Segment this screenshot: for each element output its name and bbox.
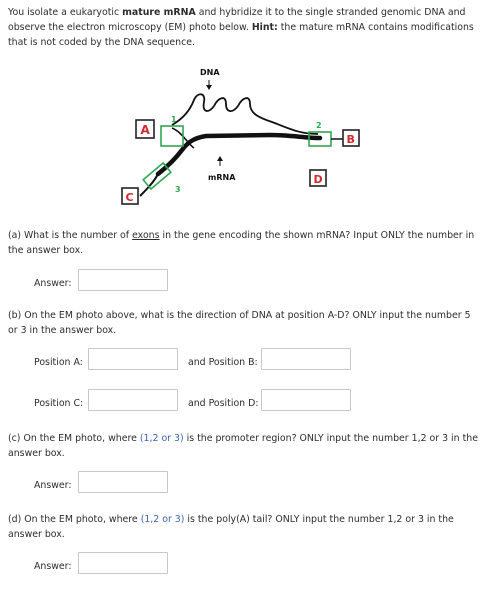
question-d-line-2: answer box.: [8, 529, 65, 540]
intro-text: and hybridize it to the single stranded genomic DNA and: [195, 7, 466, 18]
region-2-number: 2: [316, 121, 322, 130]
position-d-label: and Position D:: [188, 398, 259, 409]
question-text: is the promoter region? ONLY input the number 1,2 or 3 in the: [183, 433, 478, 444]
answer-d-label: Answer:: [34, 561, 72, 572]
position-c-label: Position C:: [34, 398, 84, 409]
question-c: [8, 431, 480, 461]
answer-d-input[interactable]: [78, 552, 168, 574]
question-c-line-1: [8, 431, 480, 446]
question-b: [8, 308, 480, 338]
position-a-label: Position A:: [34, 357, 83, 368]
hint-label: Hint:: [251, 22, 278, 33]
intro-text: observe the electron microscopy (EM) photo below.: [8, 22, 252, 33]
intro-text: You isolate a eukaryotic: [8, 7, 123, 18]
box-d-letter: D: [313, 173, 323, 186]
intro-line-2: [8, 20, 480, 35]
question-text: in the gene encoding the shown mRNA? Input ONLY the number in: [159, 230, 475, 241]
mrna-arrow-head: [217, 156, 223, 161]
question-b-line-1: (b) On the EM photo above, what is the direction of DNA at position A-D? ONLY input the number 5: [8, 310, 471, 321]
question-a: [8, 228, 480, 258]
intro-paragraph: [8, 5, 480, 50]
question-c-line-2: answer box.: [8, 448, 65, 459]
question-text: (a) What is the number of: [8, 230, 133, 241]
intro-emphasis: mature mRNA: [122, 7, 196, 18]
intro-text: the mature mRNA contains modifications: [277, 22, 474, 33]
mrna-label: mRNA: [208, 173, 236, 182]
question-a-line-2: the answer box.: [8, 245, 84, 256]
question-d-line-1: [8, 512, 480, 527]
question-text: is the poly(A) tail? ONLY input the number 1,2 or 3 in the: [184, 514, 454, 525]
answer-c-input[interactable]: [78, 471, 168, 493]
region-1-box: [161, 126, 183, 146]
region-1-number: 1: [171, 115, 177, 124]
dna-label: DNA: [200, 68, 220, 77]
position-d-input[interactable]: [261, 389, 351, 411]
answer-a-label: Answer:: [34, 278, 72, 289]
exons-term: exons: [132, 230, 160, 241]
box-a-letter: A: [140, 123, 150, 137]
question-text: (d) On the EM photo, where: [8, 514, 141, 525]
position-b-input[interactable]: [261, 348, 351, 370]
answer-c-label: Answer:: [34, 480, 72, 491]
dna-loops: [172, 94, 318, 134]
choice-range: (1,2 or 3): [139, 433, 184, 444]
region-3-number: 3: [175, 185, 181, 194]
question-b-line-2: or 3 in the answer box.: [8, 325, 117, 336]
box-c-letter: C: [125, 191, 134, 204]
position-b-label: and Position B:: [188, 357, 258, 368]
question-text: (c) On the EM photo, where: [8, 433, 140, 444]
choice-range: (1,2 or 3): [140, 514, 185, 525]
position-c-input[interactable]: [88, 389, 178, 411]
question-d: [8, 512, 480, 542]
intro-line-1: [8, 5, 480, 20]
intro-line-3: that is not coded by the DNA sequence.: [8, 37, 195, 48]
position-a-input[interactable]: [88, 348, 178, 370]
em-figure: [110, 62, 360, 212]
box-b-letter: B: [346, 133, 355, 146]
dna-arrow-head: [206, 85, 212, 90]
question-a-line-1: [8, 228, 480, 243]
answer-a-input[interactable]: [78, 269, 168, 291]
